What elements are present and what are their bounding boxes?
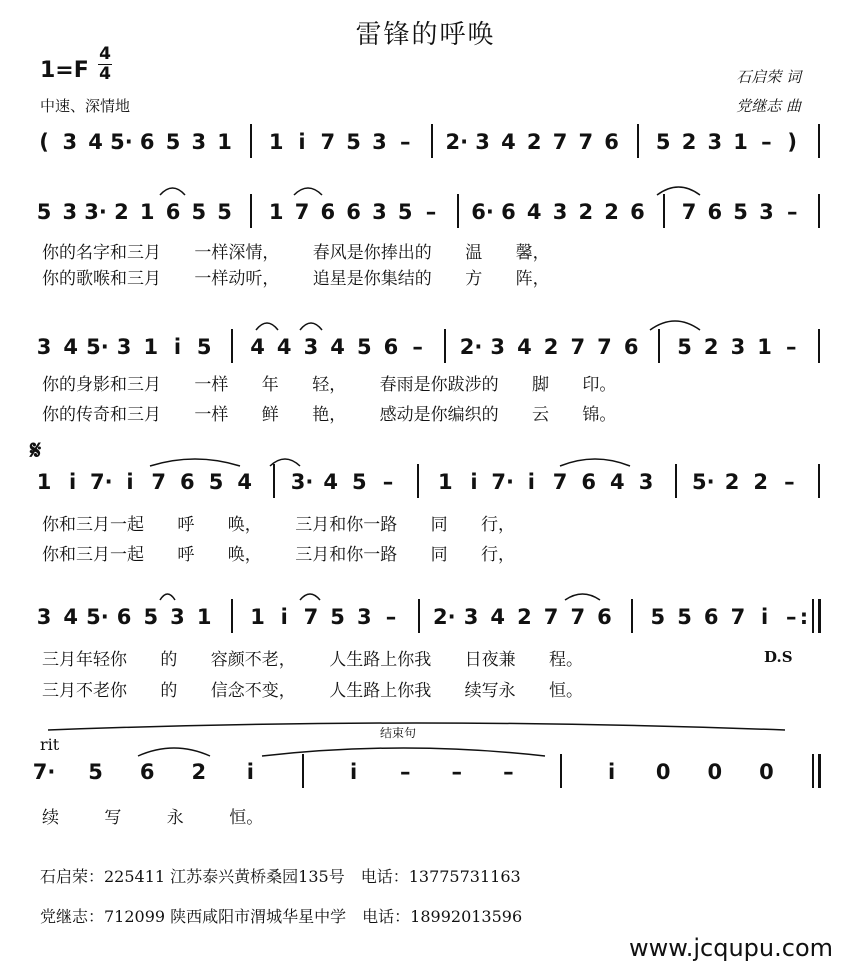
note: 4: [490, 605, 506, 629]
bar-line: [457, 194, 459, 228]
lyricist-credit: 石启荣 词: [736, 68, 801, 86]
time-signature: [98, 46, 112, 83]
notation-row: [0, 200, 851, 236]
time-sig-bottom: 4: [99, 64, 111, 84]
note: 2: [517, 605, 532, 629]
note: 7: [151, 470, 166, 494]
note: 5: [88, 760, 103, 784]
note: 6: [346, 200, 361, 224]
note: 3: [116, 335, 132, 359]
note: i: [761, 605, 769, 629]
note: 6·: [471, 200, 494, 224]
lyric-line-1: 你的名字和三月 一样深情， 春风是你捧出的 温 馨，: [42, 243, 550, 263]
note: –: [412, 335, 423, 359]
note: –: [786, 335, 797, 359]
note: 3: [372, 200, 387, 224]
note: 1: [268, 200, 284, 224]
lyric-line-2: 你的歌喉和三月 一样动听， 追星是你集结的 方 阵，: [42, 269, 550, 289]
note: 7·: [32, 760, 56, 784]
slur: [160, 188, 185, 195]
note: 7: [681, 200, 697, 224]
note: –: [451, 760, 463, 784]
bar-line: [417, 464, 419, 498]
slur: [150, 459, 240, 466]
bar-line: [560, 754, 562, 788]
note: 3: [356, 605, 372, 629]
note: 2: [191, 760, 207, 784]
bar-line: [631, 599, 633, 633]
bar-line: [444, 329, 446, 363]
note: (: [39, 130, 49, 154]
note: –: [385, 605, 397, 629]
note: 7: [570, 605, 586, 629]
note: 7: [730, 605, 746, 629]
note: 5: [397, 200, 413, 224]
note: 4: [501, 130, 516, 154]
note: 3: [490, 335, 506, 359]
bar-line: [818, 599, 821, 633]
note: 3: [730, 335, 746, 359]
bar-line: [418, 599, 420, 633]
note: 7·: [491, 470, 514, 494]
lyric-line-1: 续 写 永 恒。: [42, 808, 264, 828]
note: 1: [143, 335, 159, 359]
note: 3: [36, 335, 52, 359]
bar-line: [675, 464, 677, 498]
note: 6: [139, 760, 155, 784]
note: i: [607, 760, 616, 784]
note: 2: [114, 200, 129, 224]
note: –: [382, 470, 394, 494]
note: 1: [268, 130, 284, 154]
notation-row: [0, 605, 851, 641]
note: 7: [320, 130, 336, 154]
note: 5·: [110, 130, 133, 154]
note: i: [527, 470, 535, 494]
note: 3: [303, 335, 319, 359]
slur: [48, 723, 785, 730]
rit-marking: rit: [40, 735, 60, 754]
bar-line: [818, 464, 820, 498]
note: 7: [570, 335, 586, 359]
bar-line: [818, 329, 820, 363]
note: 6: [703, 605, 719, 629]
note: 3: [62, 200, 78, 224]
note: 7·: [90, 470, 113, 494]
note: –: [761, 130, 772, 154]
note: 5: [143, 605, 159, 629]
note: 3: [372, 130, 387, 154]
note: 5·: [692, 470, 715, 494]
note: 6: [597, 605, 612, 629]
note: 3: [552, 200, 568, 224]
note: 1: [196, 605, 212, 629]
note: ): [787, 130, 797, 154]
note: 4: [526, 200, 542, 224]
note: 6: [165, 200, 181, 224]
footer-line-lyricist: 石启荣：225411 江苏泰兴黄桥桑园135号 电话：13775731163: [40, 867, 521, 886]
note: 5: [165, 130, 181, 154]
note: 0: [655, 760, 671, 784]
note: 5: [330, 605, 345, 629]
note: 6: [383, 335, 399, 359]
note: –: [425, 200, 437, 224]
slur: [565, 594, 600, 600]
note: 5: [196, 335, 212, 359]
note: 4: [63, 605, 78, 629]
notation-row: [0, 130, 851, 166]
note: 4: [323, 470, 338, 494]
note: 2: [526, 130, 542, 154]
bar-line: [250, 124, 252, 158]
note: 6: [116, 605, 132, 629]
slur: [256, 323, 278, 330]
note: 5: [655, 130, 671, 154]
note: 0: [707, 760, 723, 784]
slur: [300, 594, 320, 600]
note: 7: [552, 470, 568, 494]
note: 3: [759, 200, 774, 224]
ds-marking: D.S: [764, 648, 793, 666]
lyric-line-2: 三月不老你 的 信念不变， 人生路上你我 续写永 恒。: [42, 681, 584, 701]
note: 1: [139, 200, 155, 224]
notation-row: [0, 470, 851, 506]
note: 1: [250, 605, 265, 629]
note: 7: [578, 130, 594, 154]
note: 5·: [86, 605, 109, 629]
note: 2·: [459, 335, 483, 359]
note: 3: [707, 130, 723, 154]
slur: [262, 748, 545, 756]
lyric-line-2: 你和三月一起 呼 唤， 三月和你一路 同 行，: [42, 545, 516, 565]
note: 5: [208, 470, 224, 494]
tempo-marking: 中速、深情地: [40, 97, 131, 115]
note: 6: [501, 200, 516, 224]
note: 6: [604, 130, 619, 154]
note: i: [126, 470, 134, 494]
composer-credit: 党继志 曲: [736, 97, 801, 115]
note: 2: [604, 200, 619, 224]
note: 3: [463, 605, 479, 629]
note: 3·: [84, 200, 107, 224]
bar-line: [231, 329, 233, 363]
note: 7: [543, 605, 559, 629]
note: 5·: [86, 335, 109, 359]
note: 1: [733, 130, 748, 154]
note: 1: [757, 335, 772, 359]
note: 5: [352, 470, 367, 494]
note: 7: [294, 200, 310, 224]
note: 2·: [433, 605, 456, 629]
note: 4: [88, 130, 103, 154]
time-sig-top: 4: [99, 44, 111, 64]
key-signature: 1=F: [40, 58, 89, 83]
note: 6: [139, 130, 155, 154]
song-title: 雷锋的呼唤: [355, 20, 496, 50]
note: i: [298, 130, 306, 154]
watermark-url: www.jcqupu.com: [629, 934, 833, 962]
note: 2: [681, 130, 697, 154]
note: 2: [543, 335, 559, 359]
note: i: [246, 760, 254, 784]
note: 3: [638, 470, 654, 494]
bar-line: [431, 124, 433, 158]
note: 6: [180, 470, 195, 494]
note: –: [784, 470, 795, 494]
note: 4: [610, 470, 625, 494]
slur: [160, 594, 175, 600]
bar-line: [658, 329, 660, 363]
note: 1: [217, 130, 232, 154]
note: 5: [677, 335, 692, 359]
note: 3·: [290, 470, 314, 494]
note: 7: [552, 130, 568, 154]
repeat-dots: :: [799, 605, 809, 629]
note: 5: [677, 605, 692, 629]
note: –: [399, 130, 411, 154]
segno-sign: 𝄋: [30, 436, 42, 466]
note: –: [399, 760, 411, 784]
note: 5: [733, 200, 748, 224]
note: 5: [650, 605, 666, 629]
note: 5: [191, 200, 207, 224]
note: 0: [759, 760, 774, 784]
note: 4: [250, 335, 265, 359]
slur: [294, 188, 322, 195]
note: 2: [724, 470, 740, 494]
note: 3: [36, 605, 52, 629]
note: 4: [63, 335, 78, 359]
bar-line: [818, 194, 820, 228]
note: 2: [703, 335, 719, 359]
lyric-line-1: 你的身影和三月 一样 年 轻， 春雨是你跋涉的 脚 印。: [42, 375, 617, 395]
note: 5: [217, 200, 232, 224]
note: i: [280, 605, 288, 629]
note: 2: [753, 470, 768, 494]
note: 6: [630, 200, 645, 224]
slur: [138, 748, 210, 756]
note: 4: [330, 335, 345, 359]
bar-line: [818, 124, 820, 158]
note: i: [349, 760, 358, 784]
note: 2: [578, 200, 594, 224]
note: 6: [623, 335, 639, 359]
note: 3: [475, 130, 490, 154]
note: 7: [597, 335, 612, 359]
note: 4: [276, 335, 292, 359]
note: 1: [438, 470, 453, 494]
note: i: [69, 470, 77, 494]
bar-line: [663, 194, 665, 228]
note: 6: [581, 470, 596, 494]
note: 5: [346, 130, 361, 154]
note: 3: [191, 130, 207, 154]
note: 6: [320, 200, 336, 224]
bar-line: [273, 464, 275, 498]
note: 2·: [445, 130, 469, 154]
footer-line-composer: 党继志：712099 陕西咸阳市渭城华星中学 电话：18992013596: [40, 907, 523, 926]
ending-label: 结束句: [380, 726, 417, 740]
note: 5: [36, 200, 52, 224]
bar-line: [812, 599, 814, 633]
bar-line: [250, 194, 252, 228]
lyric-line-2: 你的传奇和三月 一样 鲜 艳， 感动是你编织的 云 锦。: [42, 405, 617, 425]
slur: [300, 323, 322, 330]
bar-line: [231, 599, 233, 633]
bar-line: [818, 754, 821, 788]
note: 3: [62, 130, 78, 154]
note: i: [173, 335, 182, 359]
note: –: [786, 200, 798, 224]
note: 1: [36, 470, 52, 494]
slur: [560, 459, 630, 466]
note: –: [786, 605, 797, 629]
note: i: [470, 470, 478, 494]
note: 4: [237, 470, 252, 494]
lyric-line-1: 你和三月一起 呼 唤， 三月和你一路 同 行，: [42, 515, 516, 535]
note: 6: [707, 200, 723, 224]
note: 5: [356, 335, 372, 359]
lyric-line-1: 三月年轻你 的 容颜不老， 人生路上你我 日夜兼 程。: [42, 650, 584, 670]
notation-row: [0, 335, 851, 371]
bar-line: [637, 124, 639, 158]
bar-line: [302, 754, 304, 788]
note: 4: [517, 335, 532, 359]
bar-line: [812, 754, 814, 788]
note: 3: [170, 605, 185, 629]
note: –: [503, 760, 514, 784]
notation-row: [0, 760, 851, 796]
note: 7: [303, 605, 319, 629]
